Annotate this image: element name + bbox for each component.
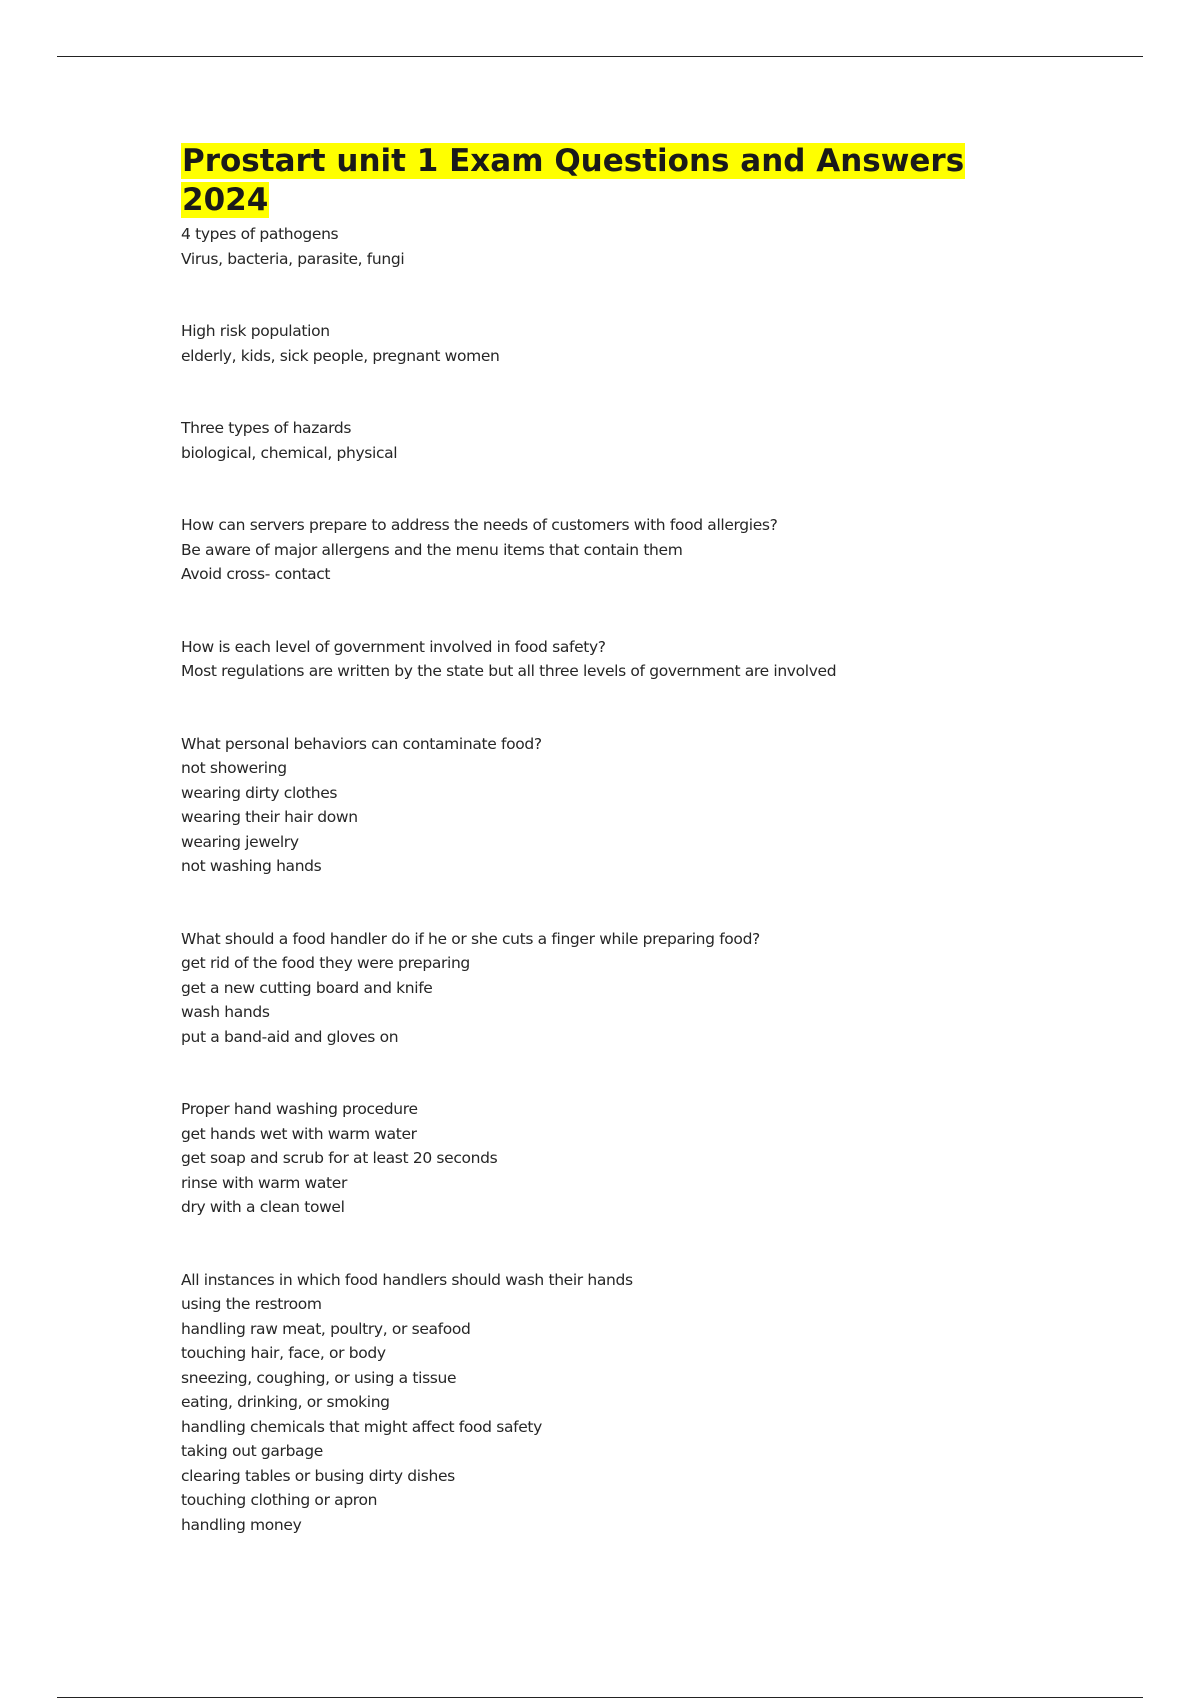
answer-line: Virus, bacteria, parasite, fungi: [181, 249, 405, 268]
question-text: Proper hand washing procedure: [181, 1100, 418, 1118]
answer-line: wearing dirty clothes: [181, 783, 338, 802]
qa-block: [181, 732, 1011, 879]
answer-line: touching clothing or apron: [181, 1491, 378, 1509]
answer-line: rinse with warm water: [181, 1173, 347, 1192]
qa-block: [181, 416, 1011, 465]
qa-block: [181, 513, 1011, 587]
document-body: [181, 142, 1011, 1537]
answer-line: sneezing, coughing, or using a tissue: [181, 1368, 457, 1387]
answer-line: Be aware of major allergens and the menu items that contain them: [181, 540, 683, 559]
answer-line: taking out garbage: [181, 1442, 323, 1460]
answer-line: not showering: [181, 759, 287, 777]
answer-line: Most regulations are written by the state but all three levels of government are involved: [181, 662, 837, 680]
qa-block: [181, 1097, 1011, 1220]
answer-line: Avoid cross- contact: [181, 565, 331, 583]
answer-line: put a band-aid and gloves on: [181, 1027, 399, 1046]
answer-line: handling money: [181, 1515, 302, 1534]
title-highlight: Prostart unit 1 Exam Questions and Answers 2024: [182, 143, 965, 218]
answer-line: wearing their hair down: [181, 808, 358, 826]
answer-line: biological, chemical, physical: [181, 443, 398, 462]
top-rule: [57, 56, 1143, 57]
answer-line: handling raw meat, poultry, or seafood: [181, 1319, 471, 1338]
bottom-rule: [57, 1697, 1143, 1698]
document-title: [181, 142, 1011, 220]
answer-line: touching hair, face, or body: [181, 1344, 386, 1362]
answer-line: get rid of the food they were preparing: [181, 954, 470, 972]
question-text: High risk population: [181, 322, 330, 340]
question-text: What personal behaviors can contaminate food?: [181, 734, 542, 753]
answer-line: using the restroom: [181, 1295, 322, 1313]
qa-block: [181, 927, 1011, 1050]
question-text: How can servers prepare to address the needs of customers with food allergies?: [181, 516, 778, 534]
answer-line: clearing tables or busing dirty dishes: [181, 1466, 455, 1485]
question-text: 4 types of pathogens: [181, 225, 339, 243]
qa-block: [181, 319, 1011, 368]
question-text: What should a food handler do if he or she cuts a finger while preparing food?: [181, 929, 760, 948]
answer-line: wash hands: [181, 1003, 270, 1021]
question-text: How is each level of government involved in food safety?: [181, 637, 606, 656]
answer-line: handling chemicals that might affect food safety: [181, 1417, 542, 1436]
answer-line: wearing jewelry: [181, 832, 299, 851]
qa-block: [181, 222, 1011, 271]
answer-line: get a new cutting board and knife: [181, 978, 433, 997]
answer-line: get hands wet with warm water: [181, 1124, 417, 1143]
qa-block: [181, 1268, 1011, 1538]
answer-line: elderly, kids, sick people, pregnant women: [181, 346, 500, 365]
question-text: All instances in which food handlers should wash their hands: [181, 1270, 633, 1289]
qa-block: [181, 635, 1011, 684]
answer-line: get soap and scrub for at least 20 seconds: [181, 1149, 498, 1167]
answer-line: dry with a clean towel: [181, 1198, 345, 1216]
question-text: Three types of hazards: [181, 419, 352, 437]
answer-line: not washing hands: [181, 857, 322, 875]
answer-line: eating, drinking, or smoking: [181, 1393, 390, 1411]
